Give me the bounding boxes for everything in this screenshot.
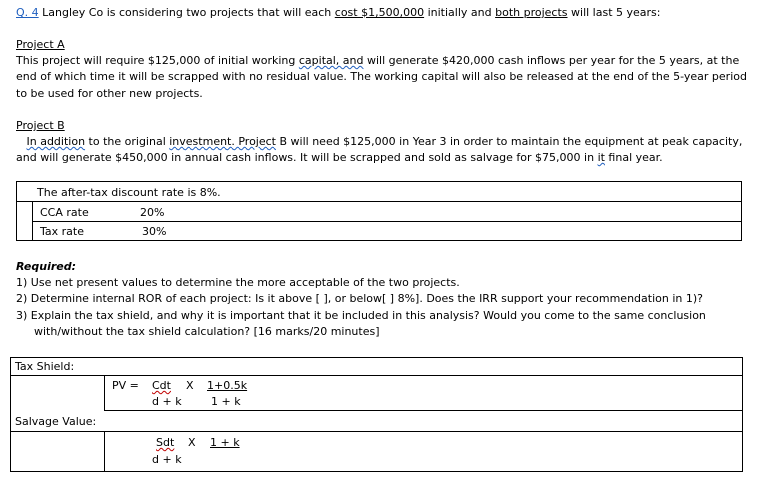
required-item-2: 2) Determine internal ROR of each project: Is it above [ ], or below[ ] 8%]. Does the IRR support your recommendation in 1)? [16,292,703,305]
one-plus-k-numerator-2: 1 + k [210,436,240,449]
cca-rate-label: CCA rate [40,206,89,219]
cca-rate-value: 20% [140,206,165,219]
required-item-3-line2: with/without the tax shield calculation? [16 marks/20 minutes] [34,325,380,338]
discount-rate-text: The after-tax discount rate is 8%. [37,186,221,199]
project-b-line2: and will generate $450,000 in annual cash inflows. It will be scrapped and sold as salvage for $75,000 in it final year. [16,151,663,164]
one-plus-half-k: 1+0.5k [207,379,248,392]
question-number: Q. 4 [16,6,39,19]
times-symbol-1: X [186,379,194,392]
formula-row-divider-1 [10,375,743,376]
question-intro: Q. 4 Langley Co is considering two projects that will each cost $1,500,000 initially and both projects will last 5 years: [16,6,661,19]
sdt-term: Sdt [156,436,175,449]
project-b-heading: Project B [16,119,65,132]
both-projects-text: both projects [495,6,568,19]
salvage-value-label: Salvage Value: [15,415,97,428]
required-item-1: 1) Use net present values to determine the more acceptable of the two projects. [16,276,460,289]
required-item-3-line1: 3) Explain the tax shield, and why it is important that it be included in this analysis? Would you come to the same conclusion [16,309,706,322]
formula-col-rule-2 [104,431,105,472]
formula-row-divider-3 [10,431,743,432]
cdt-term: Cdt [152,379,171,392]
project-a-line3: to be used for other new projects. [16,87,203,100]
cost-text: cost $1,500,000 [334,6,425,19]
project-b-line1: In addition to the original investment. Project B will need $125,000 in Year 3 in order to maintain the equipment at peak capacity, [26,135,743,148]
tax-rate-value: 30% [142,225,167,238]
d-plus-k-denominator-2: d + k [152,453,182,466]
rates-left-rule [32,201,33,241]
pv-label: PV = [112,379,139,392]
project-a-line2: end of which time it will be scrapped with no residual value. The working capital will also be released at the end of the 5-year period [16,70,747,83]
formula-col-rule-1 [104,375,105,411]
project-a-line1: This project will require $125,000 of initial working capital, and will generate $420,000 cash inflows per year for the 5 years, at the [16,54,740,67]
d-plus-k-denominator-1: d + k [152,395,182,408]
rates-divider-1 [16,201,742,202]
tax-rate-label: Tax rate [40,225,84,238]
formula-row-divider-2 [104,410,743,411]
one-plus-k-denominator-1: 1 + k [211,395,241,408]
project-a-heading: Project A [16,38,65,51]
rates-divider-2 [32,221,742,222]
times-symbol-2: X [188,436,196,449]
required-title: Required: [16,260,77,273]
tax-shield-label: Tax Shield: [15,360,75,373]
